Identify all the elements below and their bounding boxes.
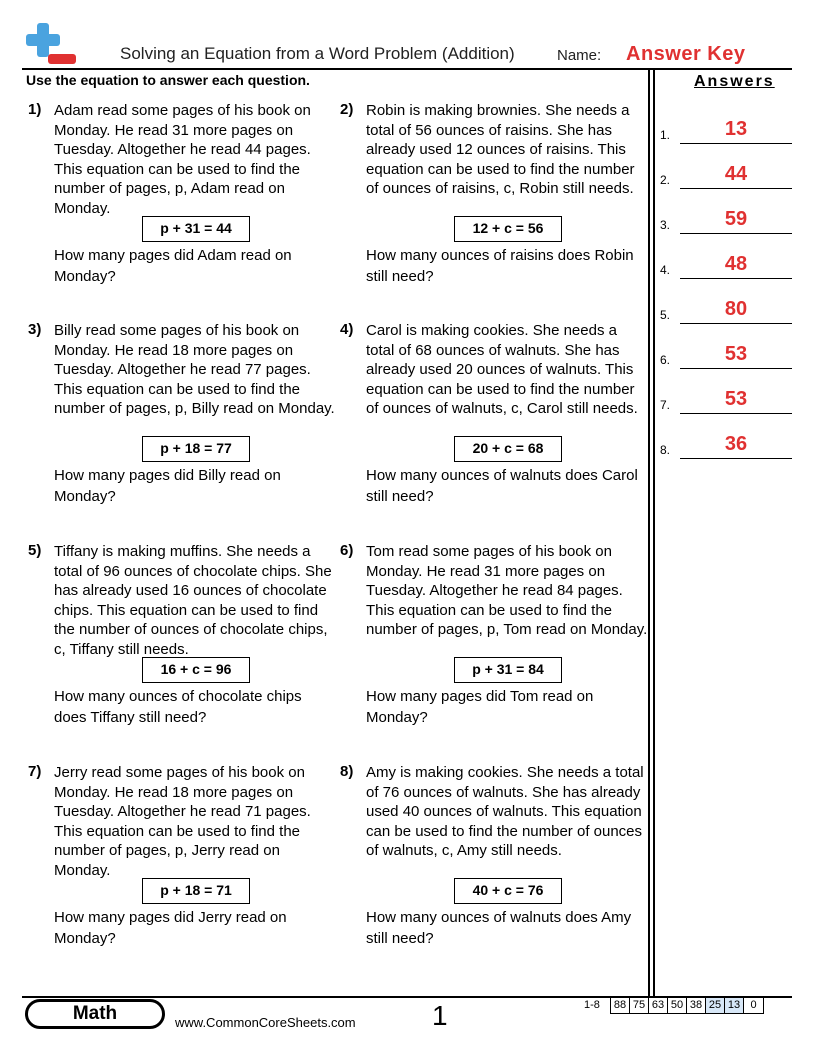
problem-question: How many pages did Billy read on Monday? — [54, 467, 281, 505]
answer-key-label: Answer Key — [626, 43, 746, 65]
name-label: Name: — [557, 47, 602, 64]
answer-value: 53 — [724, 388, 748, 410]
problem-number: 5) — [28, 542, 42, 559]
answer-line — [680, 458, 792, 459]
answer-line — [680, 278, 792, 279]
answer-row — [660, 294, 792, 324]
answer-row — [660, 204, 792, 234]
answer-value: 44 — [724, 163, 748, 185]
answer-value: 80 — [724, 298, 748, 320]
answers-heading: Answers — [694, 73, 775, 90]
problem-number: 7) — [28, 763, 42, 780]
equation-box: 12 + c = 56 — [454, 216, 562, 242]
score-cell: 50 — [668, 998, 687, 1013]
problem-text: Amy is making cookies. She needs a total of 76 ounces of walnuts. She has already used 40 ounces of walnuts. This equation can be used to find the number of ounces of walnuts, c, Amy still needs. — [366, 764, 644, 860]
answer-row — [660, 384, 792, 414]
answer-row — [660, 249, 792, 279]
problem-text: Tiffany is making muffins. She needs a total of 96 ounces of chocolate chips. She has already used 16 ounces of chocolate chips. This equation can be used to find the number of ounces of chocolate chips, c, Tiffany still needs. — [54, 543, 332, 658]
answer-row — [660, 429, 792, 459]
problem-text: Billy read some pages of his book on Monday. He read 18 more pages on Tuesday. Altogether he read 77 pages. This equation can be used to find the number of pages, p, Billy read on Monday. — [54, 322, 335, 418]
problem-text: Robin is making brownies. She needs a total of 56 ounces of raisins. She has already used 12 ounces of raisins. This equation can be used to find the number of ounces of raisins, c, Robin still needs. — [366, 102, 635, 198]
problem-number: 2) — [340, 101, 354, 118]
equation-box: 40 + c = 76 — [454, 878, 562, 904]
problem-question: How many ounces of walnuts does Carol still need? — [366, 467, 638, 505]
problem-number: 8) — [340, 763, 354, 780]
problem-number: 3) — [28, 321, 42, 338]
math-logo: Math — [25, 999, 165, 1029]
answer-number: 4. — [660, 263, 671, 277]
problem-4 — [340, 321, 640, 521]
answer-number: 1. — [660, 128, 671, 142]
problem-question: How many pages did Jerry read on Monday? — [54, 909, 287, 947]
problem-text: Jerry read some pages of his book on Monday. He read 18 more pages on Tuesday. Altogether he read 71 pages. This equation can be used to find the number of pages, p, Jerry read on Monday. — [54, 764, 311, 879]
score-range: 1-8 — [584, 999, 600, 1011]
answer-row — [660, 159, 792, 189]
score-table — [610, 997, 764, 1014]
problem-number: 4) — [340, 321, 354, 338]
answer-line — [680, 188, 792, 189]
instructions: Use the equation to answer each question. — [26, 72, 310, 88]
problem-6 — [340, 542, 648, 742]
problem-question: How many ounces of walnuts does Amy still need? — [366, 909, 632, 947]
problem-number: 6) — [340, 542, 354, 559]
problem-8 — [340, 763, 644, 963]
answer-value: 59 — [724, 208, 748, 230]
answer-column-divider — [648, 70, 650, 996]
answer-number: 2. — [660, 173, 671, 187]
answer-line — [680, 143, 792, 144]
answer-value: 48 — [724, 253, 748, 275]
answer-line — [680, 368, 792, 369]
equation-box: p + 31 = 44 — [142, 216, 250, 242]
page-number: 1 — [432, 1000, 448, 1031]
equation-box: p + 31 = 84 — [454, 657, 562, 683]
problem-5 — [28, 542, 332, 742]
score-cell: 88 — [611, 998, 630, 1013]
answer-value: 36 — [724, 433, 748, 455]
score-cell: 13 — [725, 998, 744, 1013]
equation-box: 16 + c = 96 — [142, 657, 250, 683]
answer-row — [660, 339, 792, 369]
problem-question: How many pages did Adam read on Monday? — [54, 247, 292, 285]
score-cell: 63 — [649, 998, 668, 1013]
answer-value: 53 — [724, 343, 748, 365]
problem-3 — [28, 321, 335, 521]
problem-question: How many ounces of chocolate chips does Tiffany still need? — [54, 688, 302, 726]
problem-question: How many ounces of raisins does Robin still need? — [366, 247, 634, 285]
problem-text: Carol is making cookies. She needs a total of 68 ounces of walnuts. She has already used 20 ounces of walnuts. This equation can be used to find the number of ounces of walnuts, c, Carol still needs. — [366, 322, 638, 418]
answer-line — [680, 413, 792, 414]
problem-2 — [340, 101, 640, 301]
problem-question: How many pages did Tom read on Monday? — [366, 688, 594, 726]
problem-7 — [28, 763, 328, 963]
answer-value: 13 — [724, 118, 748, 140]
site-url: www.CommonCoreSheets.com — [175, 1015, 356, 1030]
answer-number: 6. — [660, 353, 671, 367]
header-divider — [22, 68, 792, 70]
answer-number: 3. — [660, 218, 671, 232]
equation-box: 20 + c = 68 — [454, 436, 562, 462]
equation-box: p + 18 = 77 — [142, 436, 250, 462]
problem-text: Adam read some pages of his book on Monday. He read 31 more pages on Tuesday. Altogether he read 44 pages. This equation can be used to find the number of pages, p, Adam read on Monday. — [54, 102, 311, 217]
answer-column-divider — [653, 70, 655, 996]
score-cell: 0 — [750, 999, 757, 1011]
answer-row — [660, 114, 792, 144]
score-cell: 75 — [630, 998, 649, 1013]
answer-number: 8. — [660, 443, 671, 457]
answer-line — [680, 233, 792, 234]
plus-minus-logo-icon — [22, 22, 78, 68]
answer-number: 7. — [660, 398, 671, 412]
score-cell: 25 — [706, 998, 725, 1013]
page-title: Solving an Equation from a Word Problem (Addition) — [120, 44, 515, 63]
equation-box: p + 18 = 71 — [142, 878, 250, 904]
problem-number: 1) — [28, 101, 42, 118]
answer-line — [680, 323, 792, 324]
score-cell: 38 — [687, 998, 706, 1013]
problem-1 — [28, 101, 328, 301]
answer-number: 5. — [660, 308, 671, 322]
problem-text: Tom read some pages of his book on Monday. He read 31 more pages on Tuesday. Altogether he read 84 pages. This equation can be used to find the number of pages, p, Tom read on Monday. — [366, 543, 648, 639]
